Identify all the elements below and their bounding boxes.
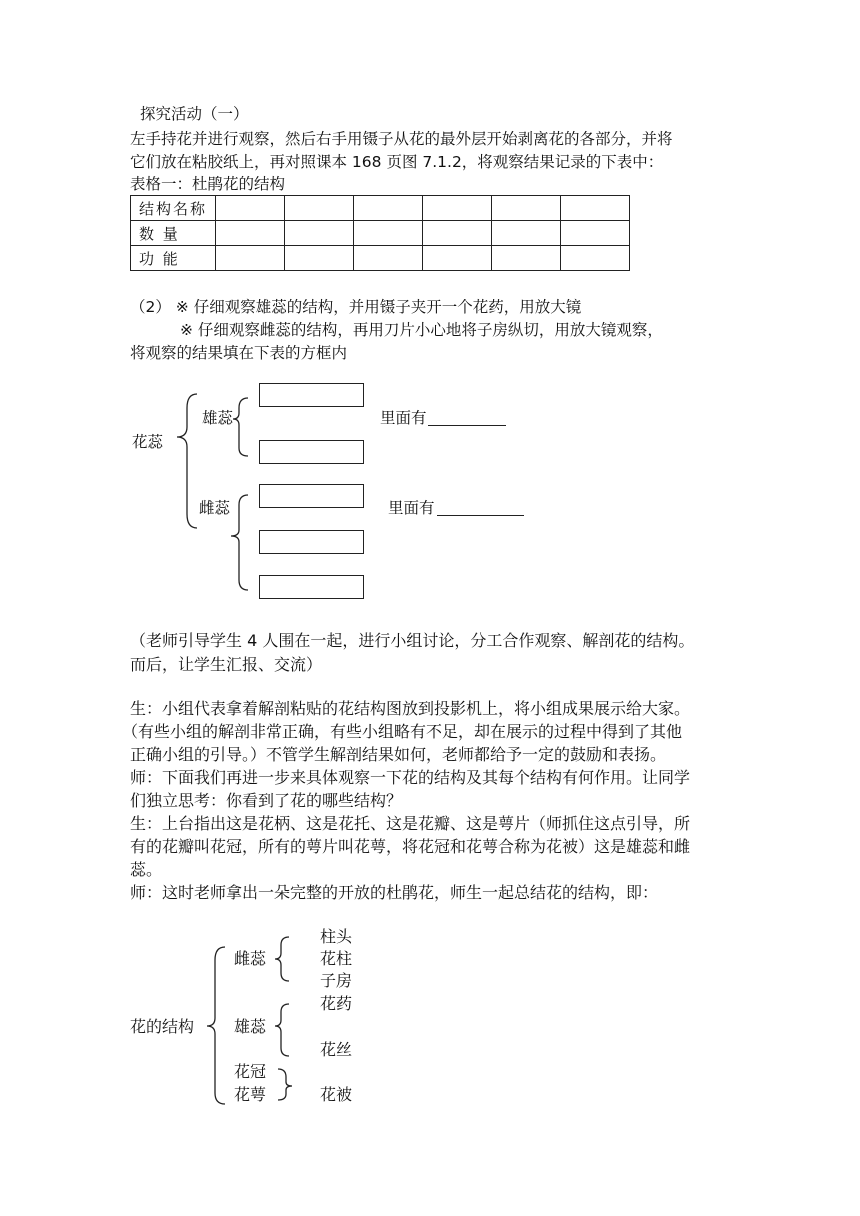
dialogue-line-9: 师：这时老师拿出一朵完整的开放的杜鹃花，师生一起总结花的结构，即： <box>130 883 659 902</box>
diagram1-stamen-label: 雄蕊 <box>202 409 234 427</box>
activity-title: 探究活动（一） <box>140 105 249 123</box>
diagram2-stamen-label: 雄蕊 <box>234 1017 267 1036</box>
note-line-1: （老师引导学生 4 人围在一起，进行小组讨论，分工合作观察、解剖花的结构。 <box>130 631 695 650</box>
diagram1-pistil-label: 雌蕊 <box>199 499 231 517</box>
dialogue-line-5: 们独立思考：你看到了花的哪些结构？ <box>130 791 403 810</box>
step2-line-1: （2） ※ 仔细观察雄蕊的结构，并用镊子夹开一个花药，用放大镜 <box>130 298 582 316</box>
diagram2-pistil-label: 雌蕊 <box>234 949 267 968</box>
row-header-function: 功 能 <box>131 246 216 271</box>
stamen-inside-label: 里面有 <box>380 409 427 427</box>
filament-label: 花丝 <box>320 1040 353 1059</box>
intro-line-1: 左手持花并进行观察，然后右手用镊子从花的最外层开始剥离花的各部分，并将 <box>130 130 673 148</box>
dialogue-line-3: 正确小组的引导。）不管学生解剖结果如何，老师都给予一定的鼓励和表扬。 <box>130 745 667 764</box>
stigma-label: 柱头 <box>320 927 353 946</box>
calyx-label: 花萼 <box>234 1085 267 1104</box>
dialogue-line-7: 有的花瓣叫花冠，所有的萼片叫花萼，将花冠和花萼合称为花被）这是雄蕊和雌 <box>130 837 691 856</box>
row-header-structure-name: 结构名称 <box>131 196 216 221</box>
brace-icon <box>275 1004 289 1056</box>
dialogue-line-8: 蕊。 <box>130 860 163 879</box>
dialogue-line-6: 生：上台指出这是花柄、这是花托、这是花瓣、这是萼片（师抓住这点引导，所 <box>130 814 691 833</box>
brace-icon <box>231 495 248 590</box>
row-header-quantity: 数 量 <box>131 221 216 246</box>
brace-icon <box>278 1069 292 1100</box>
corolla-label: 花冠 <box>234 1062 267 1081</box>
step2-line-2: ※ 仔细观察雌蕊的结构，再用刀片小心地将子房纵切，用放大镜观察， <box>180 321 663 339</box>
perianth-label: 花被 <box>320 1085 353 1104</box>
brace-icon <box>207 947 225 1104</box>
diagram1-root-label: 花蕊 <box>132 433 164 451</box>
brace-icon <box>275 937 289 981</box>
step2-line-3: 将观察的结果填在下表的方框内 <box>130 344 348 362</box>
dialogue-line-1: 生：小组代表拿着解剖粘贴的花结构图放到投影机上，将小组成果展示给大家。 <box>130 699 691 718</box>
brace-icon <box>233 398 248 456</box>
note-line-2: 而后，让学生汇报、交流） <box>130 655 323 674</box>
intro-line-2: 它们放在粘胶纸上，再对照课本 168 页图 7.1.2，将观察结果记录的下表中： <box>130 153 664 171</box>
brace-icon <box>177 394 197 528</box>
diagram2-root-label: 花的结构 <box>130 1017 195 1036</box>
dialogue-line-2: （有些小组的解剖非常正确，有些小组略有不足，却在展示的过程中得到了其他 <box>122 722 683 741</box>
anther-label: 花药 <box>320 994 353 1013</box>
dialogue-line-4: 师：下面我们再进一步来具体观察一下花的结构及其每个结构有何作用。让同学 <box>130 768 691 787</box>
pistil-inside-label: 里面有 <box>388 499 435 517</box>
table-caption: 表格一：杜鹃花的结构 <box>130 175 286 193</box>
style-label: 花柱 <box>320 949 353 968</box>
ovary-label: 子房 <box>320 971 353 990</box>
